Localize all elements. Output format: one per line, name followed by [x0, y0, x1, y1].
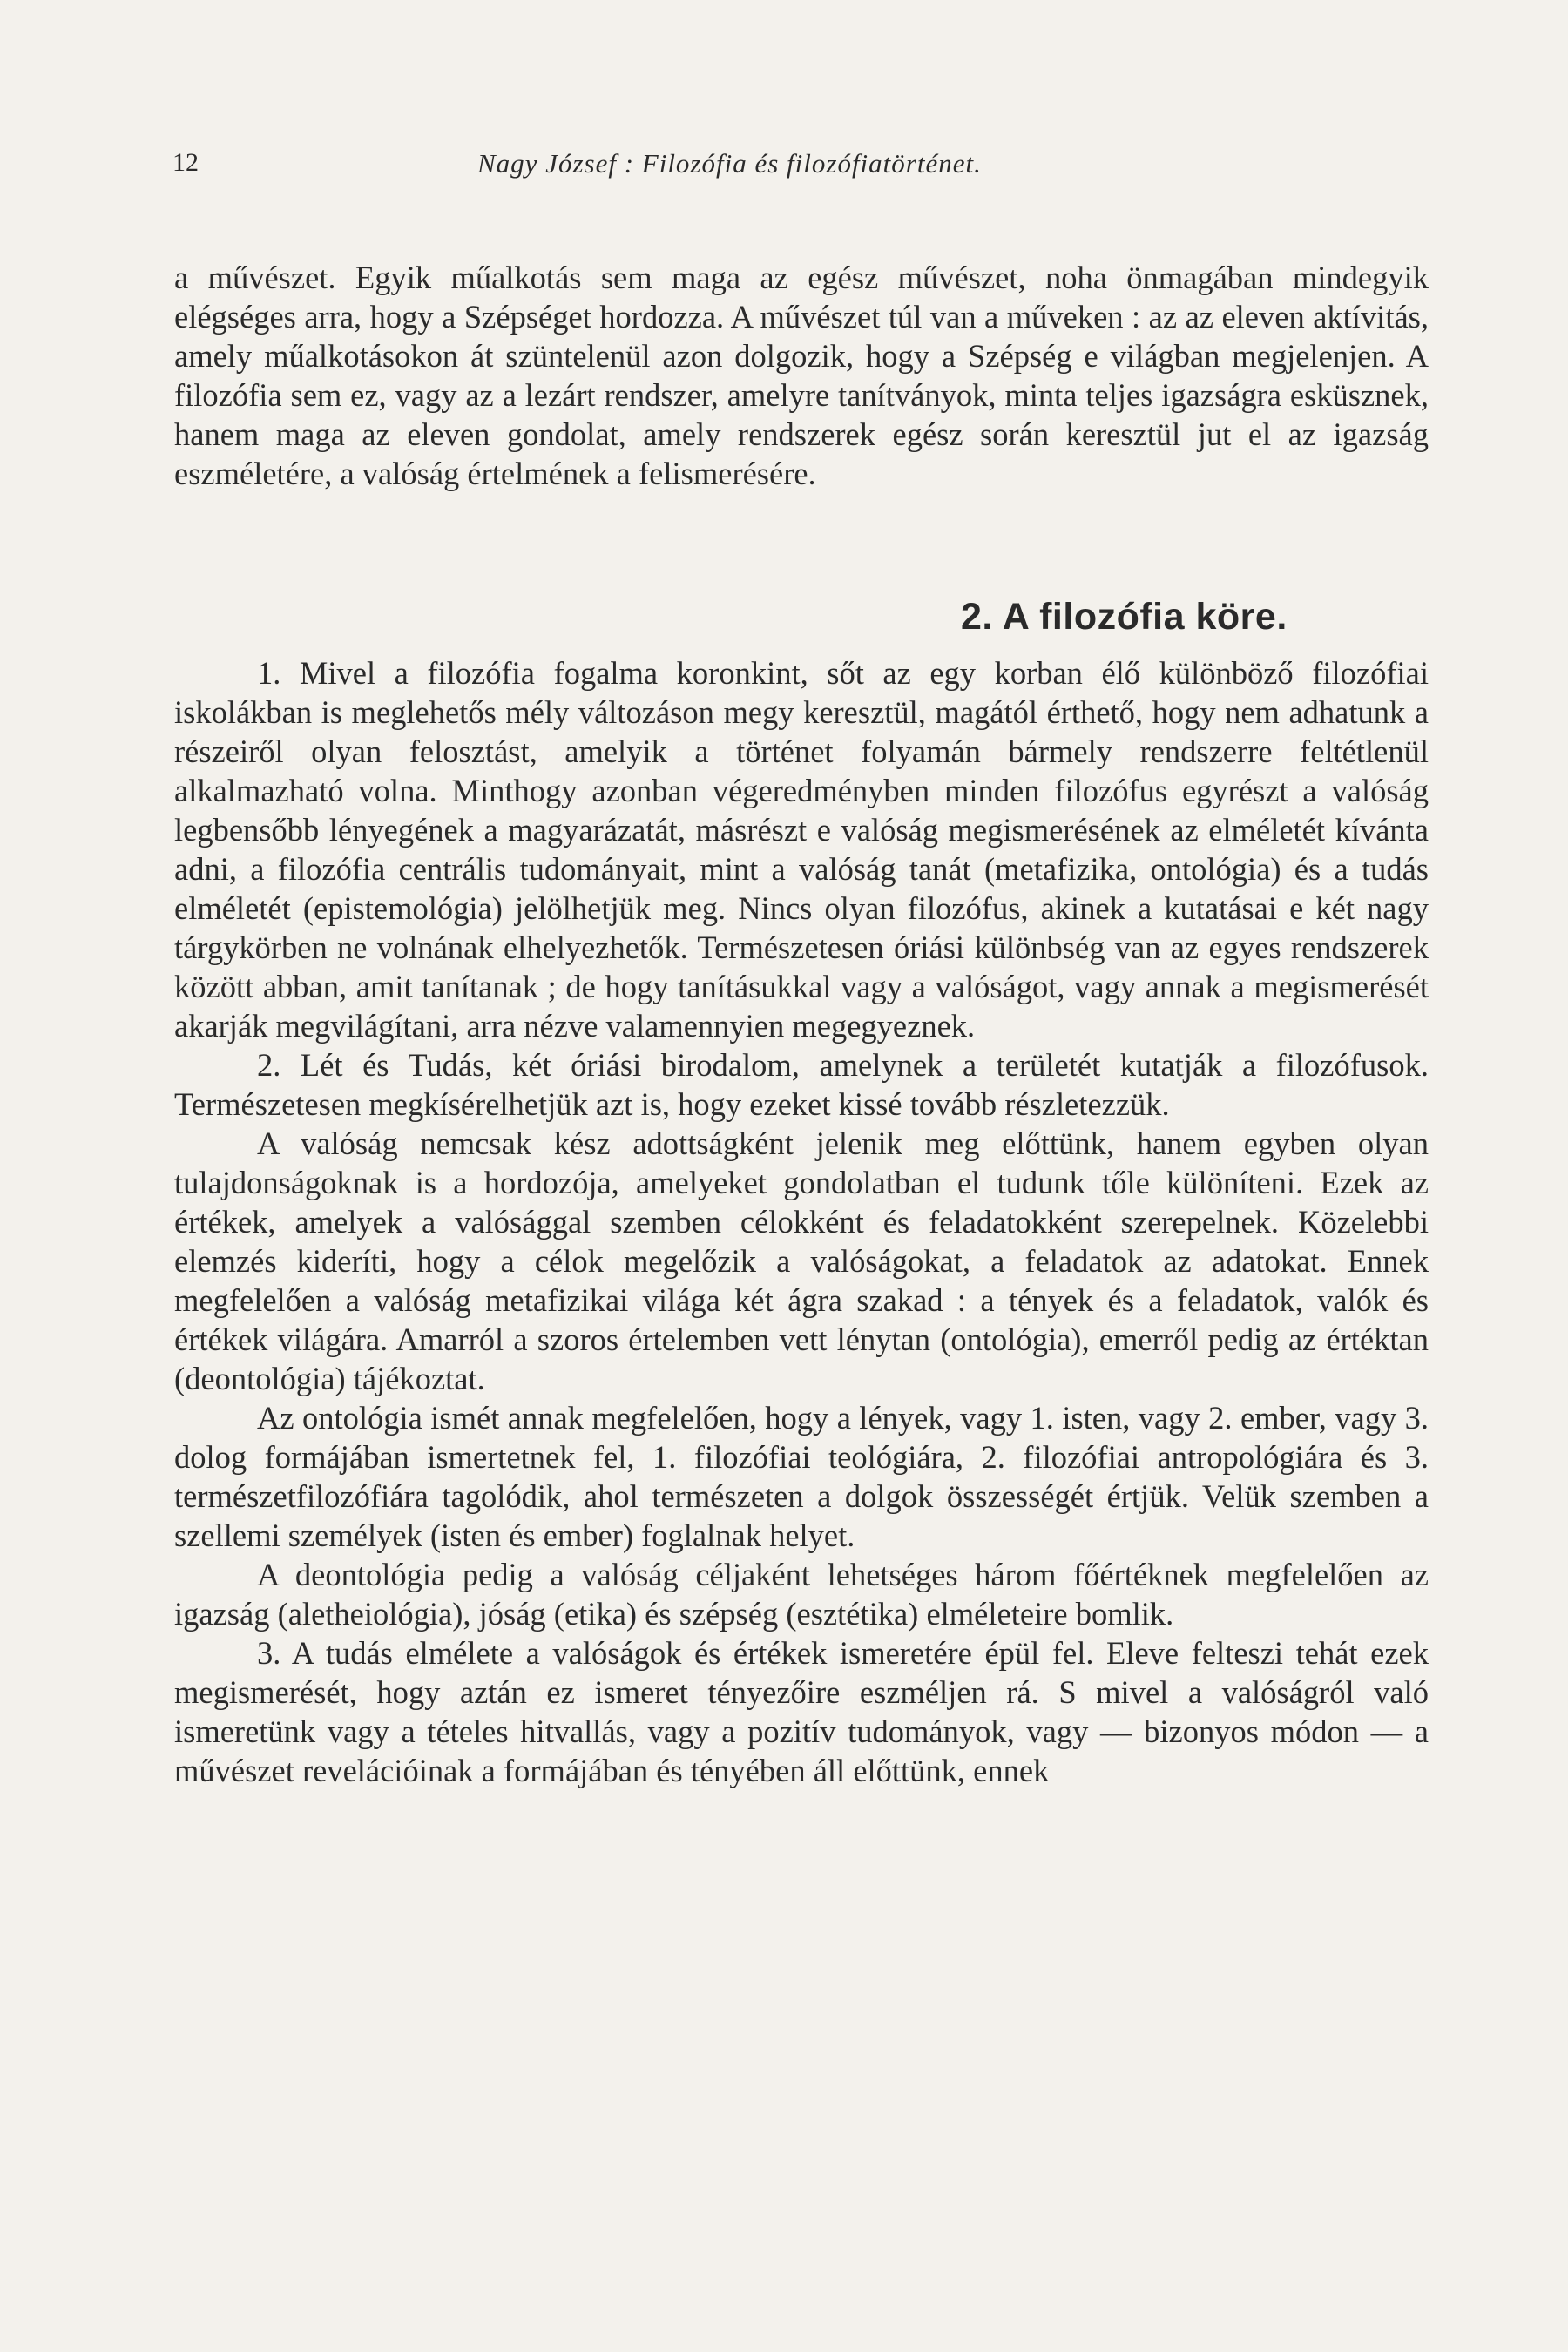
section-paragraph-1: 1. Mivel a filozófia fogalma koronkint, sőt az egy korban élő különböző filozófiai iskolákban is meglehetős mély változáson megy keresztül, magától érthető, hogy nem adhatunk a részeiről olyan felosztást, amelyik a történet folyamán bármely rendszerre feltétlenül alkalmazható volna. Minthogy azonban végeredményben minden filozófus egyrészt a valóság legbensőbb lényegének a magyarázatát, másrészt e valóság megismerésének az elméletét kívánta adni, a filozófia centrális tudományait, mint a valóság tanát (metafizika, ontológia) és a tudás elméletét (epistemológia) jelölhetjük meg. Nincs olyan filozófus, akinek a kutatásai e két nagy tárgykörben ne volnának elhelyezhetők. Természetesen óriási különbség van az egyes rendszerek között abban, amit tanítanak ; de hogy tanításukkal vagy a valóságot, vagy annak a megismerését akarják megvilágítani, arra nézve valamennyien megegyeznek. — [174, 655, 1429, 1044]
section-paragraph-4: Az ontológia ismét annak megfelelően, hogy a lények, vagy 1. isten, vagy 2. ember, vagy 3. dolog formájában ismertetnek fel, 1. filozófiai teológiára, 2. filozófiai antropológiára és 3. természetfilozófiára tagolódik, ahol természeten a dolgok összességét értjük. Velük szemben a szellemi személyek (isten és ember) foglalnak helyet. — [174, 1400, 1429, 1553]
running-head — [172, 148, 1427, 183]
page-number: 12 — [172, 148, 199, 177]
section-body — [174, 653, 1429, 1790]
section-paragraph-3: A valóság nemcsak kész adottságként jelenik meg előttünk, hanem egyben olyan tulajdonságoknak is a hordozója, amelyeket gondolatban el tudunk tőle különíteni. Ezek az értékek, amelyek a valósággal szemben célokként és feladatokként szerepelnek. Közelebbi elemzés kideríti, hogy a célok megelőzik a valóságokat, a feladatok az adatokat. Ennek megfelelően a valóság metafizikai világa két ágra szakad : a tények és a feladatok, valók és értékek világára. Amarról a szoros értelemben vett lénytan (ontológia), emerről pedig az értéktan (deontológia) tájékoztat. — [174, 1125, 1429, 1396]
intro-paragraph: a művészet. Egyik műalkotás sem maga az egész művészet, noha önmagában mindegyik elégséges arra, hogy a Szépséget hordozza. A művészet túl van a műveken : az az eleven aktívitás, amely műalkotásokon át szüntelenül azon dolgozik, hogy a Szépség e világban megjelenjen. A filozófia sem ez, vagy az a lezárt rendszer, amelyre tanítványok, minta teljes igazságra esküsznek, hanem maga az eleven gondolat, amely rendszerek egész során keresztül jut el az igazság eszméletére, a valóság értelmének a felismerésére. — [174, 260, 1429, 491]
running-head-title: Nagy József : Filozófia és filozófiatörténet. — [477, 148, 982, 179]
section-heading: 2. A filozófia köre. — [961, 596, 1288, 638]
section-paragraph-2: 2. Lét és Tudás, két óriási birodalom, amelynek a területét kutatják a filozófusok. Természetesen megkísérelhetjük azt is, hogy ezeket kissé tovább részletezzük. — [174, 1047, 1429, 1122]
section-paragraph-6: 3. A tudás elmélete a valóságok és értékek ismeretére épül fel. Eleve felteszi tehát ezek megismerését, hogy aztán ez ismeret tényezőire eszméljen rá. S mivel a valóságról való ismeretünk vagy a tételes hitvallás, vagy a pozitív tudományok, vagy — bizonyos módon — a művészet revelációinak a formájában és tényében áll előttünk, ennek — [174, 1635, 1429, 1788]
intro-text — [174, 258, 1429, 493]
section-paragraph-5: A deontológia pedig a valóság céljaként lehetséges három főértéknek megfelelően az igazság (aletheiológia), jóság (etika) és szépség (esztétika) elméleteire bomlik. — [174, 1557, 1429, 1632]
